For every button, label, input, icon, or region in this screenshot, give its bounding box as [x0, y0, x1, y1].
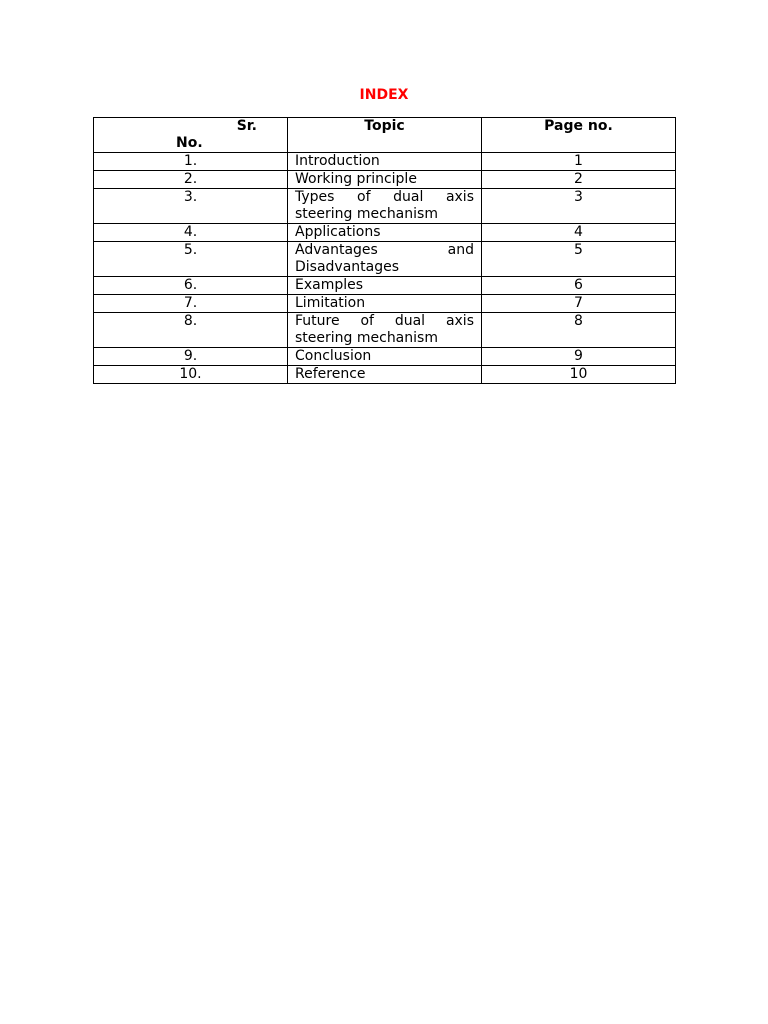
sr-cell: 8.	[94, 313, 288, 348]
table-row	[94, 313, 676, 348]
table-row	[94, 242, 676, 277]
sr-cell: 6.	[94, 277, 288, 295]
page-cell: 3	[482, 189, 676, 224]
topic-cell: Introduction	[288, 153, 482, 171]
table-row	[94, 171, 676, 189]
page-cell: 7	[482, 295, 676, 313]
header-topic: Topic	[288, 118, 482, 153]
table-row	[94, 153, 676, 171]
topic-cell: Reference	[288, 366, 482, 384]
sr-cell: 3.	[94, 189, 288, 224]
page-cell: 10	[482, 366, 676, 384]
sr-cell: 2.	[94, 171, 288, 189]
table-row	[94, 189, 676, 224]
topic-cell: Examples	[288, 277, 482, 295]
page-cell: 8	[482, 313, 676, 348]
topic-cell: Types of dual axis steering mechanism	[288, 189, 482, 224]
topic-cell: Applications	[288, 224, 482, 242]
table-row	[94, 366, 676, 384]
topic-cell: Conclusion	[288, 348, 482, 366]
sr-cell: 7.	[94, 295, 288, 313]
page-cell: 2	[482, 171, 676, 189]
topic-cell: Advantages and Disadvantages	[288, 242, 482, 277]
sr-cell: 1.	[94, 153, 288, 171]
topic-cell: Working principle	[288, 171, 482, 189]
sr-cell: 10.	[94, 366, 288, 384]
page-title: INDEX	[359, 87, 409, 103]
header-no-label: No.	[176, 135, 203, 151]
header-sr-label: Sr.	[236, 118, 257, 134]
page-cell: 1	[482, 153, 676, 171]
header-sr-no	[94, 118, 288, 153]
sr-cell: 9.	[94, 348, 288, 366]
table-row	[94, 348, 676, 366]
table-row	[94, 295, 676, 313]
index-table	[93, 117, 676, 384]
header-page-no: Page no.	[482, 118, 676, 153]
page-cell: 9	[482, 348, 676, 366]
topic-cell: Limitation	[288, 295, 482, 313]
table-row	[94, 277, 676, 295]
header-row	[94, 118, 676, 153]
topic-cell: Future of dual axis steering mechanism	[288, 313, 482, 348]
sr-cell: 4.	[94, 224, 288, 242]
table-row	[94, 224, 676, 242]
page-cell: 5	[482, 242, 676, 277]
page-cell: 4	[482, 224, 676, 242]
sr-cell: 5.	[94, 242, 288, 277]
page-cell: 6	[482, 277, 676, 295]
